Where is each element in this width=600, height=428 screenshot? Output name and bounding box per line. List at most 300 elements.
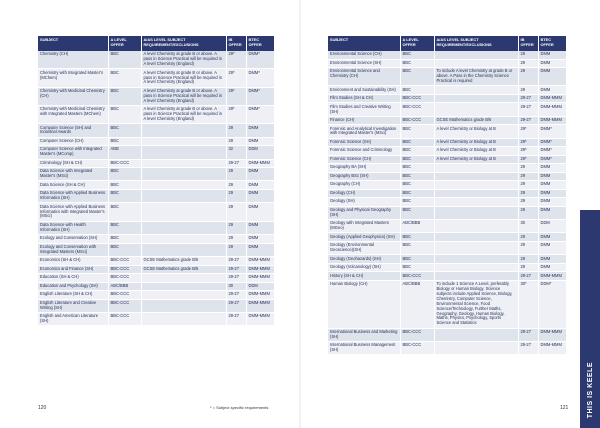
cell-a-level-offer: BBC [400, 86, 434, 95]
cell-btec-offer: DMM [246, 168, 274, 181]
cell-subject: Geology and Physical Geography (SH) [328, 206, 400, 219]
cell-requirements [434, 233, 518, 242]
cell-btec-offer: DMM [538, 51, 566, 59]
cell-a-level-offer: BBC [108, 181, 141, 190]
cell-subject: Data Science with Applied Business Informatics with Integrated Master's (MSci) [38, 203, 108, 221]
cell-btec-offer: DMM [538, 59, 566, 68]
cell-requirements [141, 312, 226, 325]
table-row [328, 68, 566, 86]
table-row [328, 241, 566, 254]
header-requirements: A/AS LEVEL SUBJECT REQUIREMENT/EXCLUSIONS [141, 36, 226, 51]
cell-a-level-offer: BBC-CCC [400, 116, 434, 125]
table-row [328, 51, 566, 59]
cell-subject: Geography BSc (SH) [328, 172, 400, 181]
cell-a-level-offer: BBC [400, 233, 434, 242]
cell-subject: Environmental Science (CH) [328, 51, 400, 59]
cell-subject: Finance (CH) [328, 116, 400, 125]
cell-a-level-offer: BBC [108, 203, 141, 221]
cell-ib-offer: 29 [518, 233, 538, 242]
cell-a-level-offer: BBC [108, 137, 141, 146]
cell-a-level-offer: BBC [108, 105, 141, 123]
cell-a-level-offer: BBC [108, 69, 141, 87]
cell-requirements [434, 241, 518, 254]
table-body-right [328, 51, 566, 355]
cell-btec-offer: DMM-MMM [538, 94, 566, 103]
cell-requirements [434, 263, 518, 272]
cell-a-level-offer: ABB [108, 146, 141, 159]
cell-ib-offer: 29* [518, 138, 538, 147]
cell-subject: Geology (Geohazards) (SH) [328, 255, 400, 264]
table-row [38, 265, 274, 274]
cell-btec-offer: DMM [538, 86, 566, 95]
cell-subject: Computer Science (CH) [38, 137, 108, 146]
cell-btec-offer: DMM-MMM [246, 299, 274, 312]
table-row [328, 59, 566, 68]
cell-requirements: A level Chemistry or Biology at B [434, 155, 518, 164]
cell-btec-offer: DMM* [538, 147, 566, 156]
table-row [328, 147, 566, 156]
cell-btec-offer: DMM [538, 233, 566, 242]
cell-requirements: A level Chemistry at grade B or above. A pass in Science Practical will be required in A level Chemistry (England) [141, 51, 226, 69]
table-row [38, 243, 274, 256]
table-row [38, 168, 274, 181]
cell-requirements [434, 181, 518, 190]
cell-btec-offer: DMM-MMM [246, 291, 274, 300]
entry-requirements-table-right [328, 36, 567, 355]
cell-a-level-offer: BBC [108, 235, 141, 244]
cell-requirements [141, 221, 226, 234]
table-row [38, 51, 274, 69]
cell-ib-offer: 29 [226, 235, 246, 244]
cell-a-level-offer: BBC [108, 51, 141, 69]
cell-subject: Geography (CH) [328, 181, 400, 190]
cell-btec-offer: DMM-MMM [246, 265, 274, 274]
cell-ib-offer: 32 [226, 146, 246, 159]
table-row [328, 155, 566, 164]
table-row [38, 87, 274, 105]
cell-requirements [141, 137, 226, 146]
cell-requirements [141, 146, 226, 159]
table-row [38, 105, 274, 123]
cell-subject: Geology (Environmental Geoscience)(SH) [328, 241, 400, 254]
cell-requirements [434, 94, 518, 103]
cell-requirements [434, 255, 518, 264]
cell-ib-offer: 29* [226, 51, 246, 69]
table-body-left [38, 51, 274, 326]
cell-ib-offer: 29-27 [518, 94, 538, 103]
cell-a-level-offer: BBC [400, 155, 434, 164]
table-row [38, 282, 274, 291]
cell-requirements [141, 274, 226, 283]
cell-a-level-offer: BBC [400, 172, 434, 181]
cell-btec-offer: DMM [246, 124, 274, 137]
cell-requirements [434, 172, 518, 181]
cell-subject: International Business Management (SH) [328, 342, 400, 355]
cell-requirements [141, 282, 226, 291]
table-row [38, 221, 274, 234]
cell-a-level-offer: ABC/BBB [400, 220, 434, 233]
cell-subject: Economics and Finance (SH) [38, 265, 108, 274]
cell-requirements [434, 164, 518, 173]
cell-subject: Data Science with Applied Business Informatics (SH) [38, 189, 108, 202]
cell-ib-offer: 29 [518, 164, 538, 173]
cell-a-level-offer: BBC [400, 51, 434, 59]
cell-ib-offer: 29-27 [518, 103, 538, 116]
cell-a-level-offer: BBC [400, 68, 434, 86]
cell-ib-offer: 29* [518, 155, 538, 164]
cell-subject: Forensic Science (CH) [328, 155, 400, 164]
table-row [328, 272, 566, 281]
cell-requirements [434, 103, 518, 116]
cell-btec-offer: DMM [246, 189, 274, 202]
table-row [38, 159, 274, 168]
cell-requirements: GCSE Mathematics grade B/6 [434, 116, 518, 125]
table-row [38, 312, 274, 325]
table-row [38, 137, 274, 146]
cell-ib-offer: 29-27 [226, 312, 246, 325]
cell-ib-offer: 29-27 [518, 272, 538, 281]
cell-subject: History (SH & CH) [328, 272, 400, 281]
cell-subject: Data Science with Integrated Master's (MSci) [38, 168, 108, 181]
page-number-left: 120 [38, 405, 47, 411]
cell-a-level-offer: BBC-CCC [400, 103, 434, 116]
cell-requirements [434, 342, 518, 355]
cell-ib-offer: 29 [226, 181, 246, 190]
cell-btec-offer: DMM* [538, 125, 566, 138]
cell-ib-offer: 29 [518, 181, 538, 190]
table-row [38, 69, 274, 87]
cell-btec-offer: DDM [246, 146, 274, 159]
cell-requirements [141, 124, 226, 137]
cell-btec-offer: DMM-MMM [246, 257, 274, 266]
cell-a-level-offer: BBC [400, 255, 434, 264]
table-row [328, 86, 566, 95]
cell-subject: Economics (SH & CH) [38, 257, 108, 266]
cell-ib-offer: 29 [518, 59, 538, 68]
header-ib-offer: IB OFFER [518, 36, 538, 51]
header-a-level-offer: A LEVEL OFFER [108, 36, 141, 51]
cell-subject: International Business and Marketing (SH) [328, 328, 400, 341]
cell-subject: Geology (Volcanology) (SH) [328, 263, 400, 272]
cell-subject: Human Biology (CH) [328, 280, 400, 328]
cell-btec-offer: DMM-MMM [538, 342, 566, 355]
table-row [328, 103, 566, 116]
cell-subject: Chemistry with Medicinal Chemistry (CH) [38, 87, 108, 105]
cell-requirements: A level Chemistry or Biology at B [434, 147, 518, 156]
cell-ib-offer: 29 [518, 241, 538, 254]
cell-btec-offer: DMM [246, 137, 274, 146]
cell-btec-offer: DMM [538, 263, 566, 272]
cell-requirements: GCSE Mathematics grade B/6 [141, 265, 226, 274]
cell-subject: Computer Science (SH) and Industrial Awards [38, 124, 108, 137]
cell-ib-offer: 29* [518, 125, 538, 138]
cell-a-level-offer: BBC-CCC [108, 312, 141, 325]
cell-subject: Education (SH & CH) [38, 274, 108, 283]
cell-ib-offer: 30 [518, 220, 538, 233]
page-gutter [299, 0, 301, 428]
cell-requirements: A level Chemistry or Biology at B [434, 138, 518, 147]
cell-a-level-offer: BBC [400, 138, 434, 147]
cell-a-level-offer: BBC [400, 198, 434, 207]
table-row [328, 263, 566, 272]
cell-requirements [141, 291, 226, 300]
cell-ib-offer: 29 [518, 206, 538, 219]
cell-btec-offer: DMM [538, 189, 566, 198]
cell-requirements: A level Chemistry at grade B or above. A pass in Science Practical will be required in A level Chemistry (England) [141, 87, 226, 105]
cell-btec-offer: DMM-MMM [538, 272, 566, 281]
table-header-row [328, 36, 566, 51]
cell-subject: Forensic and Analytical Investigation with Integrated Master's (MSci) [328, 125, 400, 138]
cell-btec-offer: DMM-MMM [538, 103, 566, 116]
cell-ib-offer: 29 [518, 255, 538, 264]
cell-ib-offer: 29 [226, 243, 246, 256]
cell-ib-offer: 29* [518, 147, 538, 156]
table-row [328, 181, 566, 190]
cell-btec-offer: DMM [538, 172, 566, 181]
cell-btec-offer: DMM-MMM [246, 274, 274, 283]
cell-a-level-offer: BBC [400, 164, 434, 173]
entry-requirements-table-left [38, 36, 275, 326]
cell-ib-offer: 29 [518, 189, 538, 198]
cell-btec-offer: DMM [538, 164, 566, 173]
header-btec-offer: BTEC OFFER [538, 36, 566, 51]
table-header-row [38, 36, 274, 51]
cell-requirements [141, 181, 226, 190]
table-row [38, 291, 274, 300]
cell-ib-offer: 29 [226, 203, 246, 221]
table-row [328, 206, 566, 219]
cell-subject: Film Studies and Creative Writing (SH) [328, 103, 400, 116]
header-requirements: A/AS LEVEL SUBJECT REQUIREMENT/EXCLUSIONS [434, 36, 518, 51]
cell-ib-offer: 29-27 [518, 328, 538, 341]
cell-ib-offer: 30 [226, 282, 246, 291]
side-tab-label: THIS IS KEELE [586, 361, 594, 418]
cell-subject: English Literature and Creative Writing (SH) [38, 299, 108, 312]
cell-requirements [434, 86, 518, 95]
cell-btec-offer: DMM* [246, 69, 274, 87]
cell-ib-offer: 29 [226, 168, 246, 181]
cell-btec-offer: DMM [246, 243, 274, 256]
cell-a-level-offer: BBC [400, 263, 434, 272]
cell-a-level-offer: ABC/BBB [400, 280, 434, 328]
cell-btec-offer: DMM* [538, 138, 566, 147]
table-row [38, 124, 274, 137]
cell-subject: Computer Science with Integrated Master's (MComp) [38, 146, 108, 159]
table-row [328, 125, 566, 138]
cell-requirements [141, 299, 226, 312]
side-tab [580, 210, 600, 428]
cell-a-level-offer: BBC [400, 241, 434, 254]
table-row [38, 235, 274, 244]
cell-btec-offer: DMM [538, 68, 566, 86]
cell-requirements [434, 206, 518, 219]
cell-a-level-offer: BBC-CCC [400, 342, 434, 355]
cell-subject: Chemistry (CH) [38, 51, 108, 69]
cell-subject: Geology with Integrated Masters (MGeo) [328, 220, 400, 233]
cell-requirements: A level Chemistry or Biology at B [434, 125, 518, 138]
table-row [328, 220, 566, 233]
table-row [38, 203, 274, 221]
cell-btec-offer: DDM [538, 220, 566, 233]
cell-a-level-offer: BBC-CCC [108, 274, 141, 283]
cell-subject: Education and Psychology (SH) [38, 282, 108, 291]
cell-ib-offer: 29-27 [518, 342, 538, 355]
cell-btec-offer: DMM-MMM [246, 159, 274, 168]
cell-ib-offer: 29-27 [226, 291, 246, 300]
cell-ib-offer: 29 [518, 172, 538, 181]
table-row [328, 189, 566, 198]
cell-requirements [141, 243, 226, 256]
cell-a-level-offer: BBC [108, 124, 141, 137]
cell-requirements: A level Chemistry at grade B or above. A pass in Science Practical will be required in A level Chemistry (England) [141, 69, 226, 87]
cell-a-level-offer: BBC [108, 87, 141, 105]
cell-ib-offer: 29 [226, 221, 246, 234]
cell-a-level-offer: BBC [108, 243, 141, 256]
cell-requirements: A level Chemistry at grade B or above. A pass in Science Practical will be required in A level Chemistry (England) [141, 105, 226, 123]
table-row [328, 342, 566, 355]
cell-ib-offer: 29-27 [226, 274, 246, 283]
table-row [328, 328, 566, 341]
cell-requirements [434, 220, 518, 233]
table-row [38, 181, 274, 190]
cell-requirements [434, 51, 518, 59]
cell-ib-offer: 29 [518, 86, 538, 95]
cell-btec-offer: DMM* [246, 51, 274, 69]
header-btec-offer: BTEC OFFER [246, 36, 274, 51]
table-row [38, 146, 274, 159]
table-row [328, 138, 566, 147]
table-row [328, 233, 566, 242]
cell-a-level-offer: BBC [400, 125, 434, 138]
cell-ib-offer: 29 [518, 263, 538, 272]
cell-a-level-offer: BBC [108, 221, 141, 234]
cell-ib-offer: 29 [518, 51, 538, 59]
cell-requirements: To include A level Chemistry at grade B or above. A Pass in the Chemistry Science Practical is required [434, 68, 518, 86]
cell-requirements: GCSE Mathematics grade B/6 [141, 257, 226, 266]
cell-a-level-offer: BBC-CCC [108, 291, 141, 300]
cell-btec-offer: DMM* [538, 155, 566, 164]
cell-a-level-offer: BBC [400, 189, 434, 198]
header-subject: SUBJECT [38, 36, 108, 51]
cell-a-level-offer: BBC [400, 206, 434, 219]
table-row [38, 299, 274, 312]
cell-btec-offer: DMM* [246, 87, 274, 105]
cell-subject: Ecology and Conservation (SH) [38, 235, 108, 244]
cell-a-level-offer: BBC-CCC [108, 299, 141, 312]
cell-subject: Chemistry with Integrated Master's (MChem) [38, 69, 108, 87]
cell-requirements [141, 203, 226, 221]
cell-btec-offer: DMM [246, 221, 274, 234]
cell-ib-offer: 29 [226, 189, 246, 202]
table-row [328, 94, 566, 103]
cell-a-level-offer: BBC-CCC [400, 328, 434, 341]
cell-ib-offer: 29* [226, 87, 246, 105]
header-a-level-offer: A LEVEL OFFER [400, 36, 434, 51]
cell-btec-offer: DDM [246, 282, 274, 291]
cell-a-level-offer: BBC [108, 168, 141, 181]
cell-subject: English and American Literature (SH) [38, 312, 108, 325]
cell-requirements [434, 198, 518, 207]
cell-btec-offer: DMM [538, 206, 566, 219]
cell-requirements [141, 159, 226, 168]
cell-requirements [141, 189, 226, 202]
page-number-right: 121 [560, 405, 569, 411]
cell-subject: Environmental Science and Chemistry (CH) [328, 68, 400, 86]
cell-ib-offer: 29 [518, 198, 538, 207]
cell-btec-offer: DDM* [538, 280, 566, 328]
cell-requirements [434, 59, 518, 68]
cell-ib-offer: 29-27 [226, 257, 246, 266]
cell-btec-offer: DMM [538, 241, 566, 254]
cell-btec-offer: DMM-MMM [246, 312, 274, 325]
table-row [328, 172, 566, 181]
cell-a-level-offer: BBC-CCC [108, 265, 141, 274]
cell-a-level-offer: BBC [108, 189, 141, 202]
cell-subject: Forensic Science and Criminology [328, 147, 400, 156]
cell-subject: Geology (SH) [328, 198, 400, 207]
cell-btec-offer: DMM [538, 198, 566, 207]
cell-requirements [434, 272, 518, 281]
cell-subject: Criminology (SH & CH) [38, 159, 108, 168]
cell-subject: Ecology and Conservation with Integrated Masters (MSci) [38, 243, 108, 256]
cell-ib-offer: 30* [518, 280, 538, 328]
cell-subject: English Literature (SH & CH) [38, 291, 108, 300]
cell-subject: Forensic Science (SH) [328, 138, 400, 147]
cell-a-level-offer: BBC-CCC [400, 272, 434, 281]
cell-btec-offer: DMM* [246, 105, 274, 123]
header-ib-offer: IB OFFER [226, 36, 246, 51]
cell-requirements [434, 189, 518, 198]
cell-btec-offer: DMM [246, 203, 274, 221]
table-row [328, 255, 566, 264]
cell-ib-offer: 29* [226, 105, 246, 123]
header-subject: SUBJECT [328, 36, 400, 51]
table-row [38, 274, 274, 283]
table-row [38, 257, 274, 266]
cell-a-level-offer: BBC [400, 181, 434, 190]
table-row [328, 280, 566, 328]
cell-subject: Environment and Sustainability (SH) [328, 86, 400, 95]
cell-requirements [141, 168, 226, 181]
table-row [38, 189, 274, 202]
cell-a-level-offer: BBC [400, 59, 434, 68]
footnote: * = Subject specific requirements [210, 405, 269, 410]
cell-a-level-offer: BBC-CCC [400, 94, 434, 103]
cell-btec-offer: DMM [538, 181, 566, 190]
cell-subject: Chemistry with Medicinal Chemistry with Integrated Masters (MChem) [38, 105, 108, 123]
cell-a-level-offer: BBC-CCC [108, 257, 141, 266]
cell-a-level-offer: BBC [400, 147, 434, 156]
cell-subject: Data Science (SH & CH) [38, 181, 108, 190]
table-row [328, 164, 566, 173]
cell-subject: Geology (Applied Geophysics) (SH) [328, 233, 400, 242]
cell-requirements [434, 328, 518, 341]
cell-ib-offer: 29-27 [226, 299, 246, 312]
cell-subject: Geology (CH) [328, 189, 400, 198]
cell-ib-offer: 29 [518, 68, 538, 86]
table-row [328, 198, 566, 207]
cell-requirements [141, 235, 226, 244]
table-row [328, 116, 566, 125]
cell-a-level-offer: BBC-CCC [108, 159, 141, 168]
cell-ib-offer: 29 [226, 137, 246, 146]
cell-ib-offer: 29-27 [226, 265, 246, 274]
cell-ib-offer: 29-27 [226, 159, 246, 168]
cell-requirements: To include 1 Science A Level, preferably Biology or Human Biology. Science subjects include Applied Science, Biology, Chemistry, Computer Science, Environmental Science, Food Science/Technology, Further Maths, Geography, Geology, Human Biology, Maths, Physics, Psychology, Sports Science and Statistics [434, 280, 518, 328]
cell-ib-offer: 29* [226, 69, 246, 87]
cell-btec-offer: DMM [246, 181, 274, 190]
cell-btec-offer: DMM-MMM [538, 116, 566, 125]
